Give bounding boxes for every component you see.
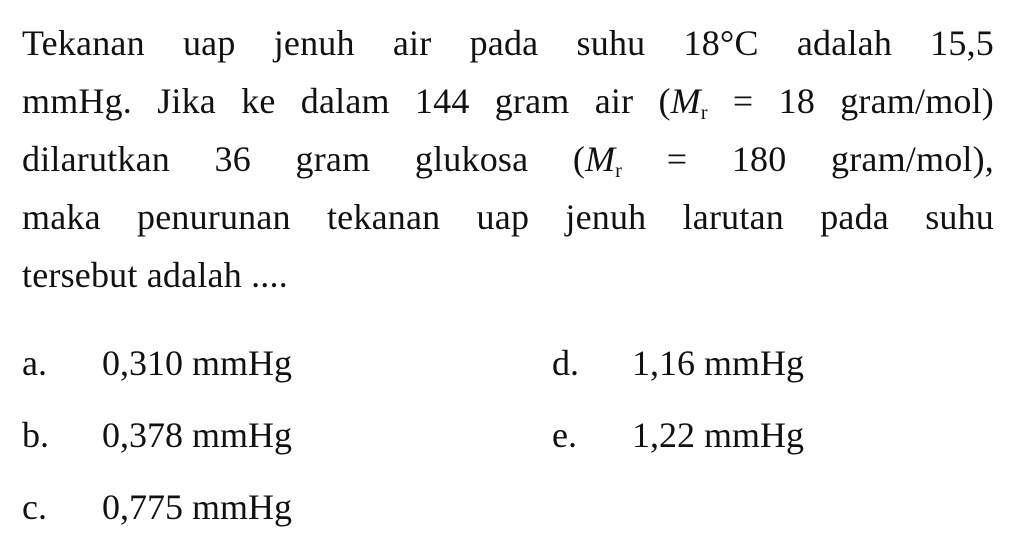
question-text [22, 14, 994, 304]
option-value: 0,378 mmHg [102, 415, 293, 455]
option-b[interactable] [22, 412, 292, 458]
option-value: 1,16 mmHg [632, 343, 805, 383]
option-letter: c. [22, 487, 47, 527]
option-value: 1,22 mmHg [632, 415, 805, 455]
molar-mass-symbol [585, 139, 623, 182]
option-letter: a. [22, 343, 47, 383]
option-c[interactable] [22, 484, 292, 530]
molar-mass-letter: M [670, 81, 701, 121]
molar-mass-letter: M [585, 139, 616, 179]
question-line-5: tersebut adalah .... [22, 255, 288, 295]
molar-mass-subscript: r [615, 160, 623, 182]
option-value: 0,775 mmHg [102, 487, 293, 527]
option-letter: b. [22, 415, 49, 455]
option-value: 0,310 mmHg [102, 343, 293, 383]
option-a[interactable] [22, 340, 292, 386]
option-e[interactable] [552, 412, 804, 458]
question-line-2-end: = 18 gram/mol) [707, 81, 994, 121]
option-d[interactable] [552, 340, 804, 386]
question-line-2 [22, 72, 994, 130]
molar-mass-symbol [670, 81, 708, 124]
question-line-3-start: dilarutkan 36 gram glukosa ( [22, 139, 586, 179]
molar-mass-subscript: r [700, 102, 708, 124]
question-line-3 [22, 130, 994, 188]
option-letter: d. [552, 343, 579, 383]
question-line-2-start: mmHg. Jika ke dalam 144 gram air ( [22, 81, 671, 121]
question-line-4: maka penurunan tekanan uap jenuh larutan pada suhu [22, 197, 994, 237]
answer-options [22, 340, 994, 540]
question-line-3-end: = 180 gram/mol), [622, 139, 995, 179]
question-line-1: Tekanan uap jenuh air pada suhu 18°C adalah 15,5 [22, 23, 994, 63]
option-letter: e. [552, 415, 577, 455]
